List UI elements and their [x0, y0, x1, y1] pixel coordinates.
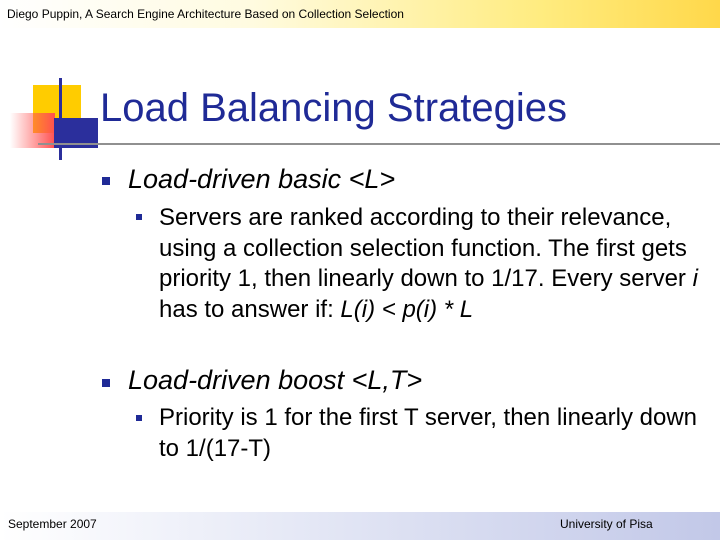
sub-bullet-marker — [136, 214, 142, 220]
footer-date: September 2007 — [8, 517, 97, 531]
sub-bullet-text-basic: Servers are ranked according to their relevance, using a collection selection function. The first gets priority 1, then linearly down to 1/17. Every server i has to answer if: L(i) < p(i) * L — [159, 204, 698, 323]
bullet-load-driven-boost: Load-driven boost <L,T> — [128, 365, 423, 395]
slide-title: Load Balancing Strategies — [100, 86, 567, 130]
footer-institution: University of Pisa — [560, 517, 653, 531]
header-title: Diego Puppin, A Search Engine Architecture Based on Collection Selection — [7, 7, 404, 21]
bullet-load-driven-basic: Load-driven basic <L> — [128, 164, 396, 194]
bullet-marker — [102, 379, 110, 387]
sub-bullet-marker — [136, 415, 142, 421]
bullet-marker — [102, 177, 110, 185]
title-underline — [38, 143, 720, 145]
sub-bullet-text-boost: Priority is 1 for the first T server, then linearly down to 1/(17-T) — [159, 404, 697, 462]
logo-vertical-line — [59, 78, 62, 160]
